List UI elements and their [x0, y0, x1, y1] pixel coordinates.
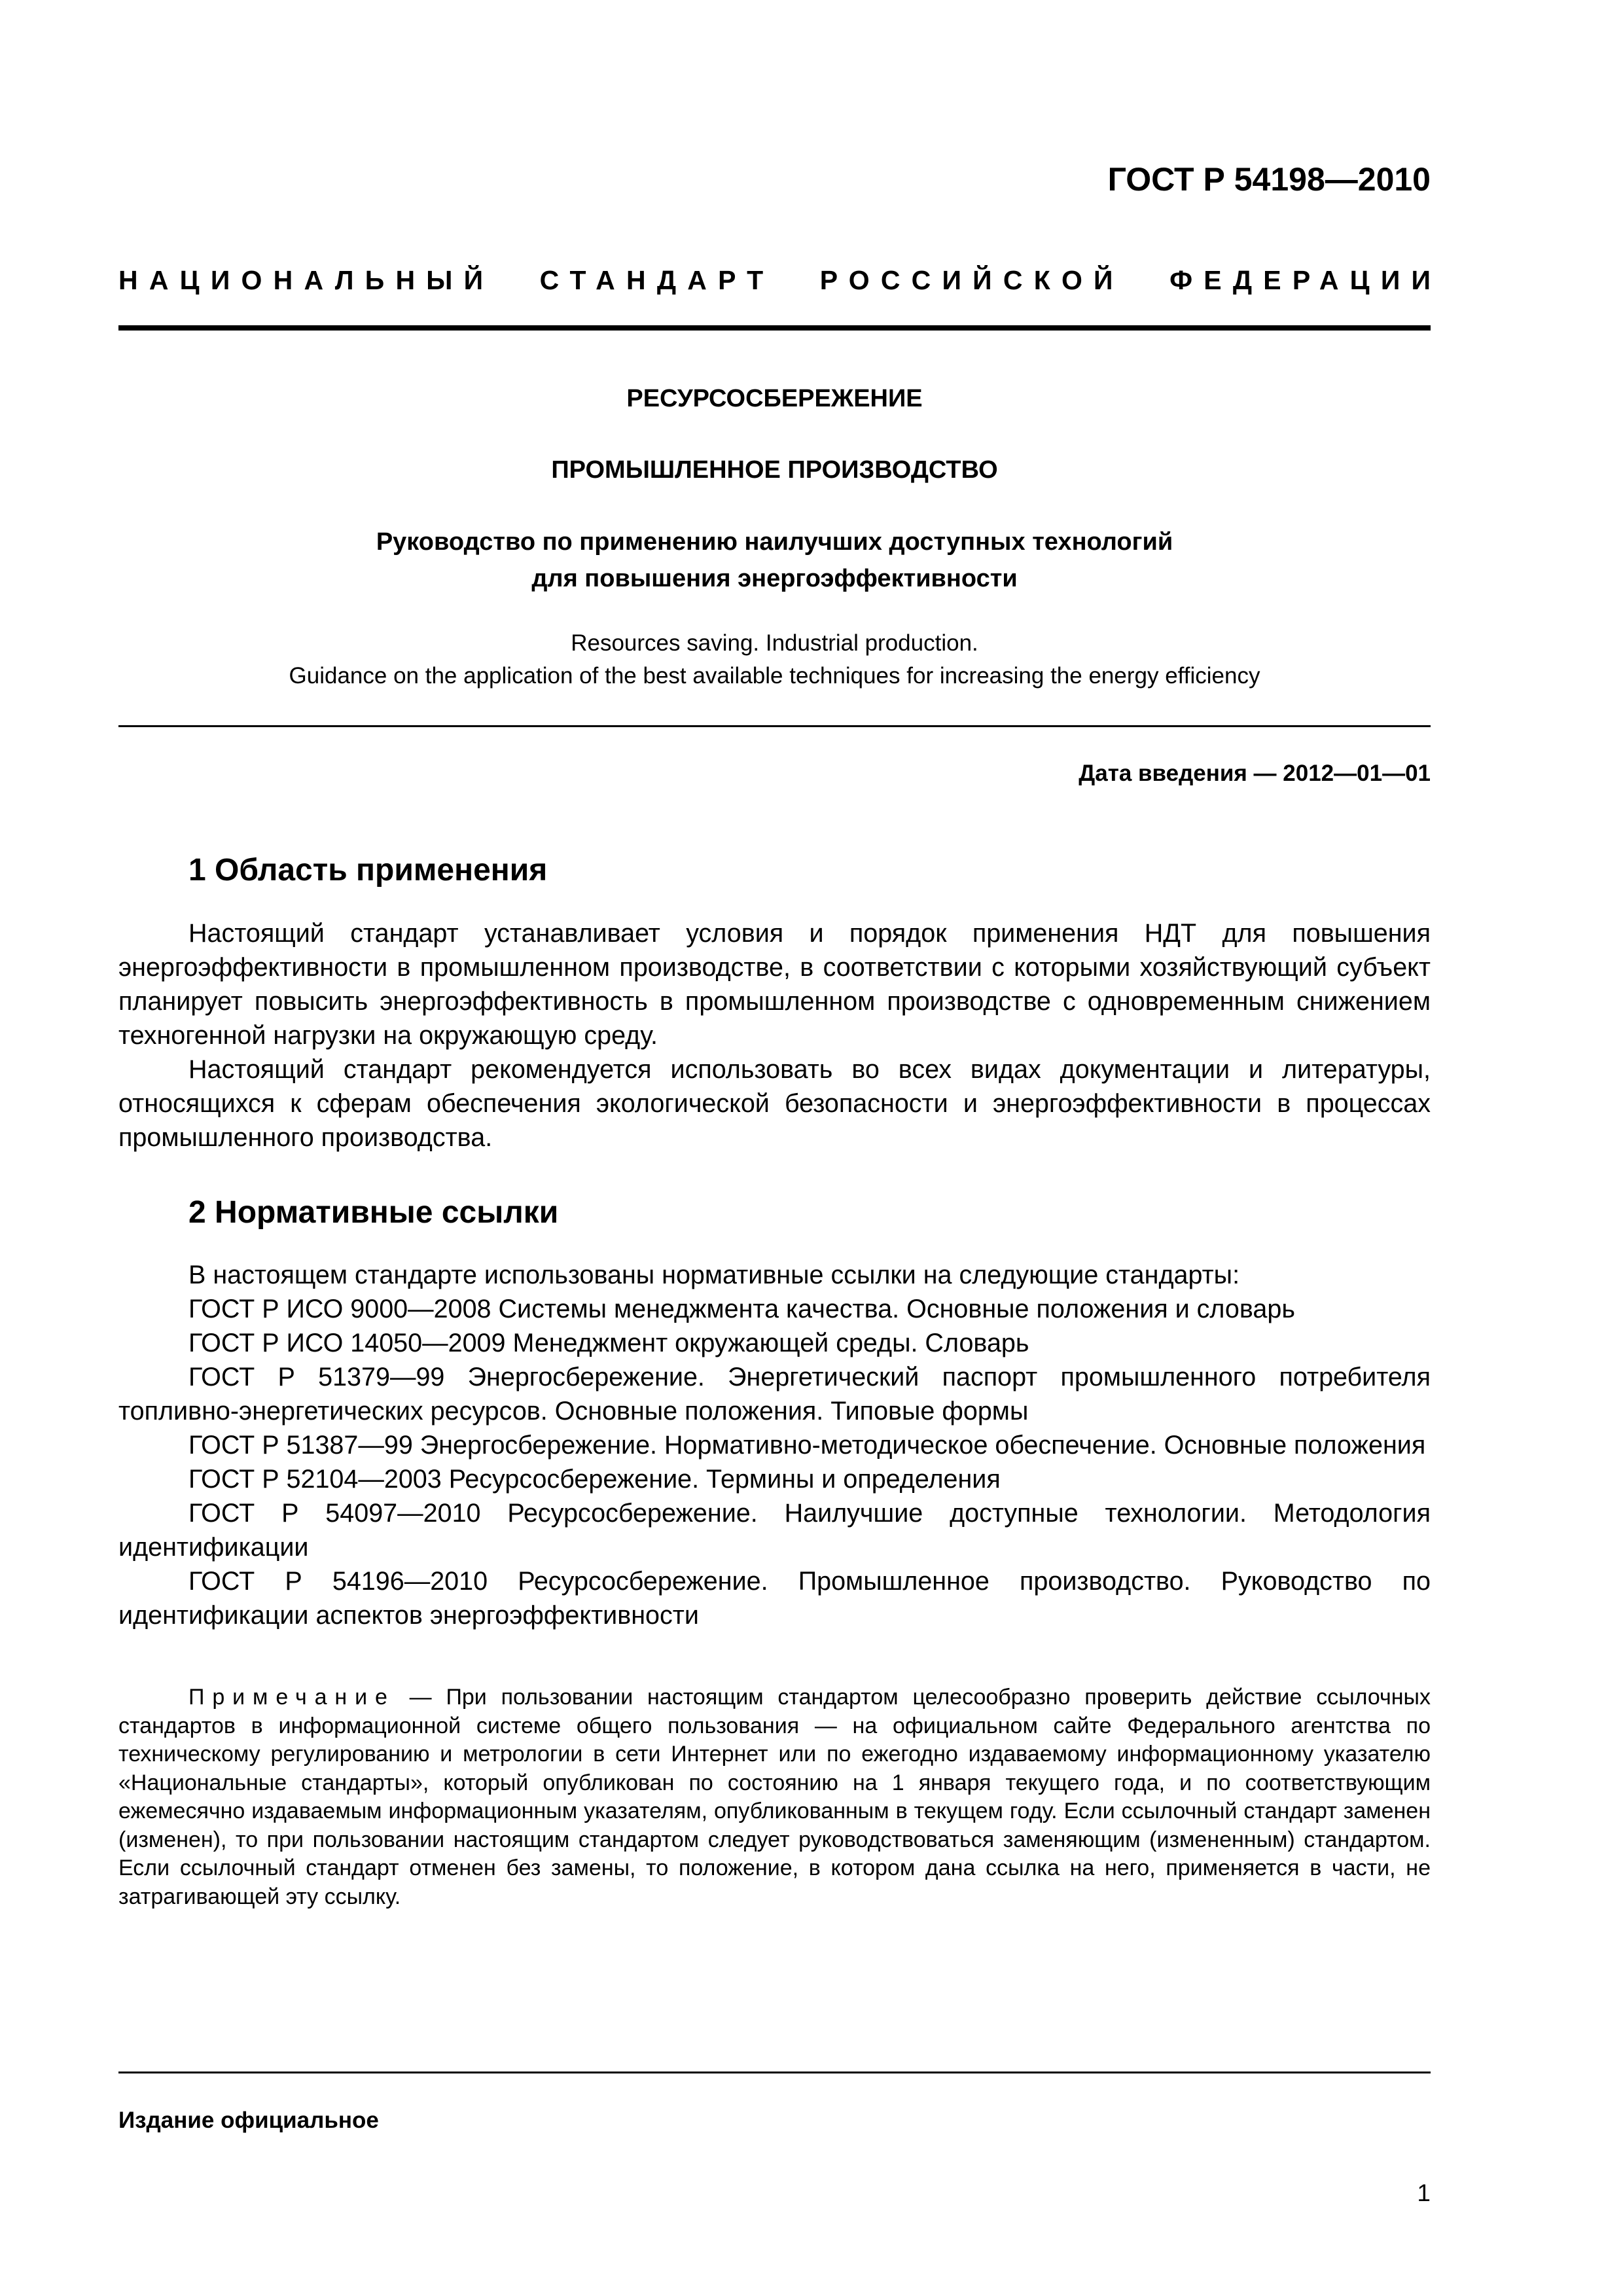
subtitle-line: Руководство по применению наилучших доступных технологий: [376, 528, 1173, 556]
english-title-line: Resources saving. Industrial production.: [571, 630, 978, 656]
reference-item: ГОСТ Р 52104—2003 Ресурсосбережение. Термины и определения: [188, 1465, 1001, 1494]
document-number: ГОСТ Р 54198—2010: [1107, 161, 1431, 198]
paragraph: Настоящий стандарт рекомендуется использовать во всех видах документации и литературы, относящихся к сферам обеспечения экологической безопасности и энергоэффективности в процессах промышленного производства.: [118, 1055, 1431, 1152]
header-divider: [118, 325, 1431, 331]
reference-item: ГОСТ Р ИСО 9000—2008 Системы менеджмента качества. Основные положения и словарь: [188, 1295, 1295, 1323]
national-standard-heading: [118, 265, 1442, 296]
title-divider: [118, 725, 1431, 727]
section-heading: 2 Нормативные ссылки: [188, 1195, 559, 1230]
heading-word: ФЕДЕРАЦИИ: [1169, 265, 1442, 295]
subtitle-line: для повышения энергоэффективности: [531, 565, 1018, 592]
paragraph: Настоящий стандарт устанавливает условия и порядок применения НДТ для повышения энергоэффективности в промышленном производстве, в соответствии с которыми хозяйствующий субъект планирует повысить энергоэффективность в промышленном производстве с одновременным снижением техногенной нагрузки на окружающую среду.: [118, 919, 1431, 1050]
note-label: Примечание: [188, 1685, 395, 1710]
english-title-line: Guidance on the application of the best available techniques for increasing the energy efficiency: [289, 663, 1260, 689]
section-body: [118, 916, 1431, 1155]
normative-references: [118, 1258, 1431, 1632]
page-number: 1: [1417, 2179, 1431, 2206]
section-heading: 1 Область применения: [188, 853, 548, 888]
introduction-date: Дата введения — 2012—01—01: [1079, 761, 1431, 786]
note: [118, 1683, 1431, 1911]
subtitle: [118, 524, 1431, 597]
title-line: ПРОМЫШЛЕННОЕ ПРОИЗВОДСТВО: [551, 456, 998, 484]
paragraph: В настоящем стандарте использованы нормативные ссылки на следующие стандарты:: [188, 1261, 1240, 1289]
note-text: — При пользовании настоящим стандартом целесообразно проверить действие ссылочных стандартов в информационной системе общего пользования — на официальном сайте Федерального агентства по техническому регулированию и метрологии в сети Интернет или по ежегодно издаваемому информационному указателю «Национальные стандарты», который опубликован по состоянию на 1 января текущего года, и по соответствующим ежемесячно издаваемым информационным указателям, опубликованным в текущем году. Если ссылочный стандарт заменен (изменен), то при пользовании настоящим стандартом следует руководствоваться заменяющим (измененным) стандартом. Если ссылочный стандарт отменен без замены, то положение, в котором дана ссылка на него, применяется в части, не затрагивающей эту ссылку.: [118, 1685, 1431, 1909]
reference-item: ГОСТ Р 54196—2010 Ресурсосбережение. Промышленное производство. Руководство по идентификации аспектов энергоэффективности: [118, 1567, 1431, 1630]
footer-divider: [118, 2072, 1431, 2073]
heading-word: СТАНДАРТ: [539, 265, 775, 295]
title-line: РЕСУРСОСБЕРЕЖЕНИЕ: [626, 385, 923, 412]
reference-item: ГОСТ Р 51387—99 Энергосбережение. Нормативно-методическое обеспечение. Основные положения: [188, 1431, 1426, 1460]
english-title: [118, 627, 1431, 692]
heading-word: РОССИЙСКОЙ: [819, 265, 1124, 295]
official-edition-label: Издание официальное: [118, 2108, 379, 2133]
reference-item: ГОСТ Р ИСО 14050—2009 Менеджмент окружающей среды. Словарь: [188, 1329, 1029, 1357]
heading-word: НАЦИОНАЛЬНЫЙ: [118, 265, 495, 295]
reference-item: ГОСТ Р 54097—2010 Ресурсосбережение. Наилучшие доступные технологии. Методология идентификации: [118, 1499, 1431, 1562]
reference-item: ГОСТ Р 51379—99 Энергосбережение. Энергетический паспорт промышленного потребителя топливно-энергетических ресурсов. Основные положения. Типовые формы: [118, 1363, 1431, 1426]
